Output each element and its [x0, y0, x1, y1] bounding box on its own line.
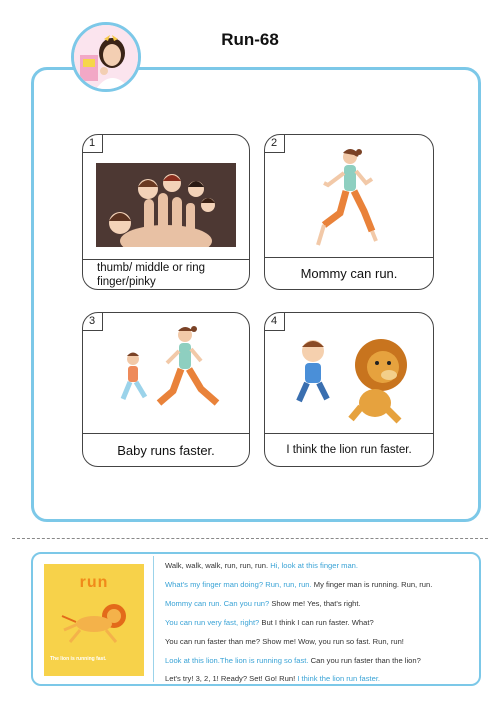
- script-segment: You can run faster than me? Show me! Wow, you run so fast. Run, run!: [165, 636, 404, 646]
- card-1: [82, 134, 250, 290]
- running-baby-and-mom-image: [105, 321, 235, 429]
- book-cover: [44, 564, 144, 676]
- page-title: Run-68: [221, 30, 279, 49]
- card-caption: thumb/ middle or ring finger/pinky: [83, 259, 249, 289]
- card-number: 1: [82, 134, 103, 153]
- book-line: The lion is running fast.: [50, 656, 107, 662]
- script-segment: Can you run faster than the lion?: [308, 655, 421, 665]
- script-segment: Show me! Yes, that's right.: [269, 598, 361, 608]
- script-line: [165, 576, 475, 595]
- script-text: [165, 557, 475, 689]
- script-segment: Walk, walk, walk, run, run, run.: [165, 561, 271, 570]
- card-number: 2: [264, 134, 285, 153]
- script-line: [165, 652, 475, 671]
- script-highlight: You can run very fast, right?: [165, 617, 260, 627]
- running-lion-icon: [56, 598, 136, 648]
- script-segment: Let's try! 3, 2, 1! Ready? Set! Go! Run!: [165, 674, 298, 684]
- section-divider: [12, 538, 488, 539]
- teacher-photo: [74, 25, 138, 89]
- card-2: [264, 134, 434, 290]
- script-highlight: I think the lion run faster.: [297, 674, 381, 684]
- teacher-avatar: [71, 22, 141, 92]
- script-highlight: Mommy can run. Can you run?: [165, 598, 270, 608]
- card-caption: I think the lion run faster.: [265, 433, 433, 466]
- script-highlight: Look at this lion.The lion is running so fast.: [165, 655, 309, 665]
- script-segment: But I think I can run faster. What?: [259, 617, 374, 627]
- script-highlight: Hi, look at this finger man.: [270, 561, 359, 570]
- script-line: [165, 595, 475, 614]
- card-4: [264, 312, 434, 467]
- book-word: run: [79, 574, 109, 591]
- card-number: 3: [82, 312, 103, 331]
- script-segment: My finger man is running. Run, run.: [311, 579, 433, 589]
- card-number: 4: [264, 312, 285, 331]
- boy-and-lion-image: [289, 327, 419, 427]
- finger-family-image: [96, 163, 236, 247]
- script-divider: [153, 556, 154, 682]
- script-line: [165, 614, 475, 633]
- script-line: [165, 557, 475, 576]
- card-caption: Mommy can run.: [265, 257, 433, 289]
- script-highlight: What's my finger man doing? Run, run, run.: [165, 579, 312, 589]
- card-3: [82, 312, 250, 467]
- script-line: [165, 633, 475, 652]
- card-caption: Baby runs faster.: [83, 433, 249, 466]
- running-mom-image: [310, 143, 390, 255]
- script-line: [165, 670, 475, 689]
